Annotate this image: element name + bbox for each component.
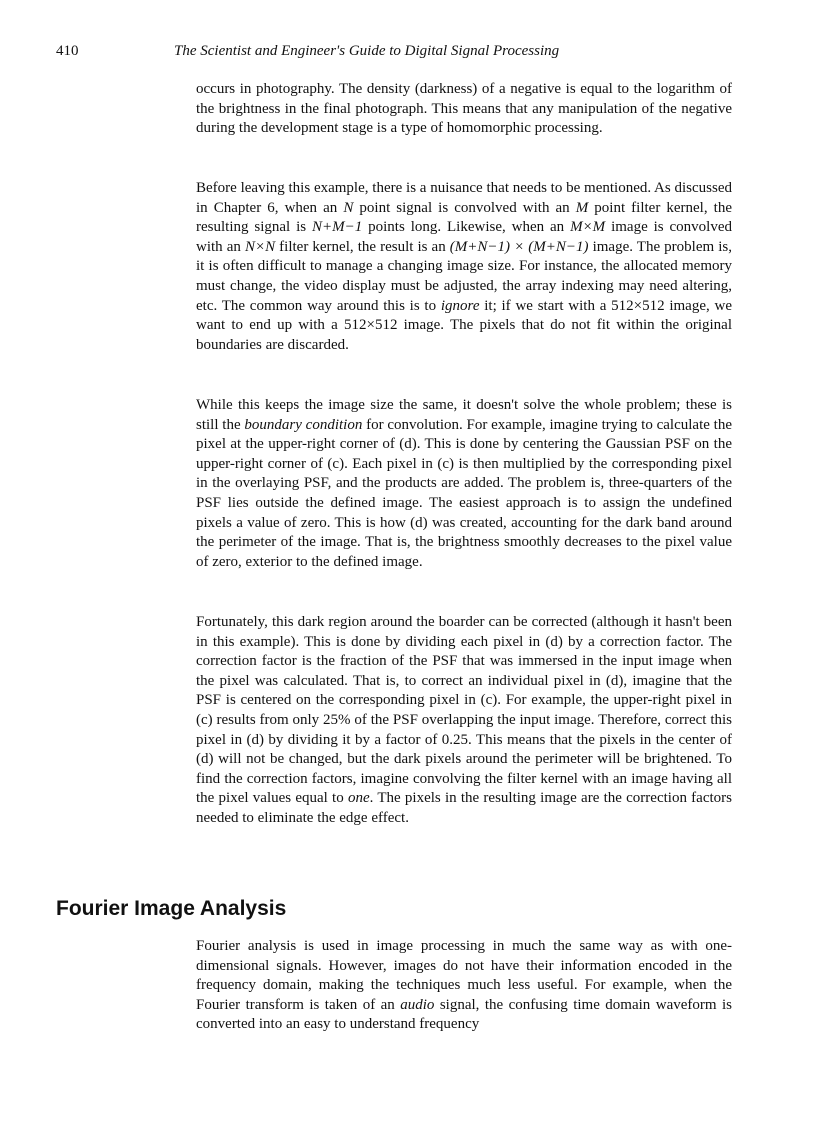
paragraph-text: occurs in photography. The density (darkness) of a negative is equal to the logarithm of the brightness in the final photograph. This means that any manipulation of the negative during the development stage is a type of homomorphic processing.: [196, 81, 732, 137]
paragraph-image-size: [196, 179, 732, 355]
paragraph-boundary-condition: [196, 396, 732, 572]
variable-n: N: [343, 199, 354, 216]
paragraph-text: [196, 396, 732, 572]
paragraph-text: [196, 613, 732, 829]
text-run: points long. Likewise, when an: [362, 219, 571, 236]
page-number: 410: [56, 43, 79, 59]
expression-image-dims: M×M: [570, 219, 606, 236]
text-run: for convolution. For example, imagine trying to calculate the pixel at the upper-right corner of (d). This is done by centering the Gaussian PSF on the upper-right corner of (c). Each pixel in (c) is then multiplied by the corresponding pixel in the overlaying PSF, and the products are added. The problem is, three-quarters of the PSF lies outside the defined image. The easiest approach is to assign the undefined pixels a value of zero. This is how (d) was created, accounting for the dark band around the perimeter of the image. That is, the brightness smoothly decreases to the pixel value of zero, exterior to the defined image.: [196, 416, 733, 570]
text-run: Before leaving this example, there is a nuisance that needs to be mentioned. As discussed in Chapter 6, when an: [196, 180, 732, 216]
section-heading: Fourier Image Analysis: [56, 897, 287, 920]
text-run: it; if we start with a 512×512 image, we want to end up with a 512×512 image. The pixels that do not fit within the original boundaries are discarded.: [196, 297, 733, 353]
text-run: While this keeps the image size the same, it doesn't solve the whole problem; these is still the: [196, 397, 732, 433]
text-run: filter kernel, the result is an: [275, 238, 450, 255]
expression-signal-length: N+M−1: [312, 219, 363, 236]
paragraph-text: [196, 937, 732, 1035]
paragraph-text: [196, 179, 732, 355]
text-run: point filter kernel, the resulting signal is: [196, 199, 732, 236]
text-run: point signal is convolved with an: [353, 199, 576, 216]
text-run: . The pixels in the resulting image are the correction factors needed to eliminate the edge effect.: [196, 790, 732, 826]
paragraph-correction-factor: [196, 613, 732, 829]
emphasis-boundary-condition: boundary condition: [244, 416, 363, 433]
text-run: Fourier analysis is used in image processing in much the same way as with one-dimensional signals. However, images do not have their information encoded in the frequency domain, making the techniques much less useful. For example, when the Fourier transform is taken of an: [196, 938, 732, 1013]
page-header: [56, 43, 760, 63]
emphasis-ignore: ignore: [440, 297, 480, 314]
expression-result-size: (M+N−1) × (M+N−1): [449, 238, 589, 255]
text-run: signal, the confusing time domain waveform is converted into an easy to understand frequency: [196, 996, 732, 1033]
text-run: image is convolved with an: [196, 219, 732, 255]
text-run: Fortunately, this dark region around the boarder can be corrected (although it hasn't been in this example). This is done by dividing each pixel in (d) by a correction factor. The correction factor is the fraction of the PSF that was immersed in the input image when the pixel was calculated. That is, to correct an individual pixel in (d), imagine that the PSF is centered on the corresponding pixel in (c). For example, the upper-right pixel in (c) results from only 25% of the PSF overlapping the input image. Therefore, correct this pixel in (d) by dividing it by a factor of 0.25. This means that the pixels in the center of (d) will not be changed, but the dark pixels around the perimeter will be brightened. To find the correction factors, imagine convolving the filter kernel with an image having all the pixel values equal to: [196, 614, 732, 807]
text-run: image. The problem is, it is often difficult to manage a changing image size. For instance, the allocated memory must change, the video display must be adjusted, the array indexing may need altering, etc. The common way around this is to: [196, 238, 732, 314]
variable-m: M: [575, 199, 589, 216]
emphasis-one: one: [347, 790, 370, 807]
expression-kernel-dims: N×N: [244, 238, 276, 255]
running-title: The Scientist and Engineer's Guide to Digital Signal Processing: [174, 43, 560, 59]
paragraph-photography: [196, 80, 732, 139]
paragraph-fourier-intro: [196, 937, 732, 1035]
emphasis-audio: audio: [400, 996, 435, 1013]
